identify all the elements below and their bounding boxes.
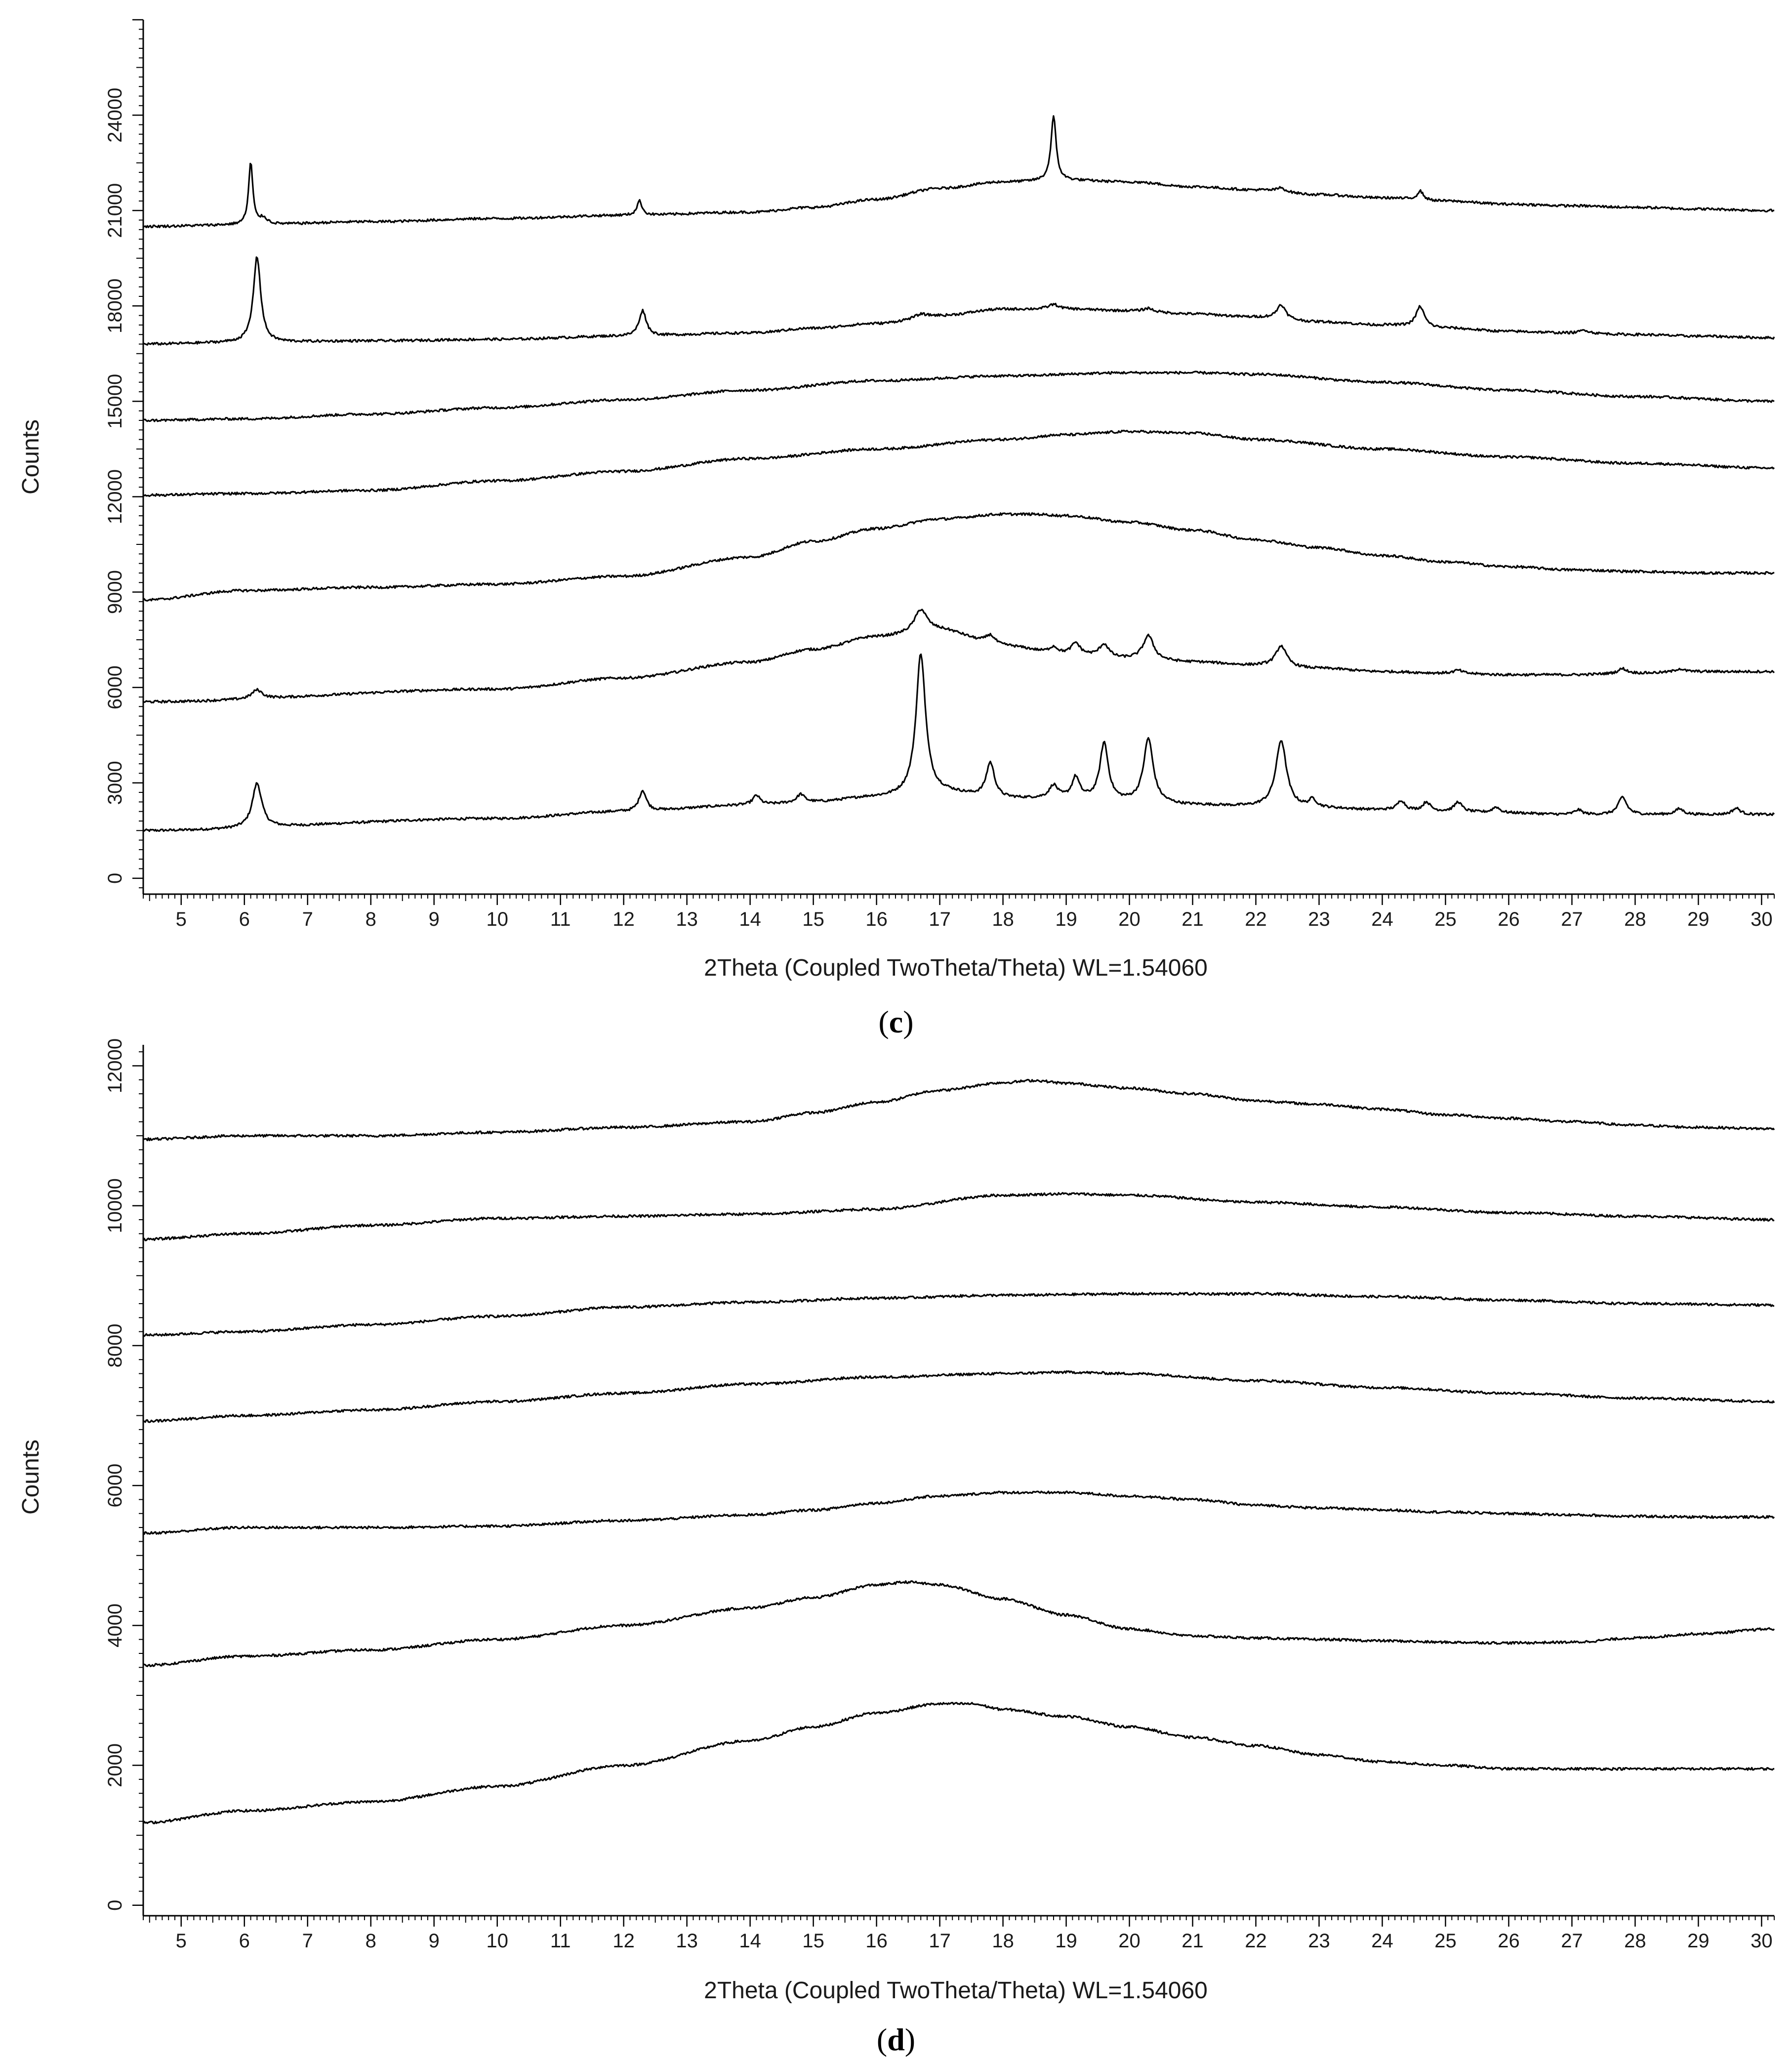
panel-d-trace-5 [143,1293,1774,1336]
panel-d-x-tick-label: 12 [612,1930,635,1952]
panel-c-x-tick-label: 30 [1751,908,1773,930]
panel-d-x-tick-label: 15 [802,1930,824,1952]
panel-d-x-tick-label: 8 [365,1930,376,1952]
panel-c-x-tick-label: 10 [486,908,508,930]
panel-c-y-axis-title: Counts [18,419,44,495]
panel-d-y-tick-label: 0 [104,1899,126,1911]
panel-c-trace-7 [143,116,1774,228]
panel-d-traces [143,1080,1774,1824]
panel-c-x-tick-label: 23 [1308,908,1330,930]
panel-d-y-tick-label: 2000 [104,1743,126,1788]
panel-d-trace-2 [143,1581,1774,1666]
panel-d-x-tick-label: 16 [865,1930,888,1952]
panel-c-x-tick-label: 26 [1498,908,1520,930]
panel-c-x-tick-label: 5 [175,908,187,930]
panel-c-x-tick-label: 13 [676,908,698,930]
panel-c-x-tick-label: 9 [428,908,440,930]
xrd-panel-c [18,20,1774,1039]
panel-d-x-tick-label: 9 [428,1930,440,1952]
panel-c-x-ticks [143,894,1774,930]
panel-c-y-ticks [104,20,143,888]
panel-d-y-ticks [104,1038,143,1911]
panel-d-x-tick-label: 6 [239,1930,250,1952]
panel-d-x-ticks [143,1916,1774,1952]
panel-d-x-tick-label: 30 [1751,1930,1773,1952]
panel-d-x-tick-label: 7 [302,1930,313,1952]
panel-c-traces [143,116,1774,831]
panel-c-x-tick-label: 28 [1624,908,1646,930]
panel-c-y-tick-label: 21000 [104,183,126,238]
panel-d-x-tick-label: 24 [1371,1930,1393,1952]
panel-c-x-tick-label: 19 [1055,908,1077,930]
panel-c-x-tick-label: 22 [1245,908,1267,930]
panel-d-trace-6 [143,1193,1774,1241]
panel-d-y-tick-label: 6000 [104,1463,126,1508]
panel-c-x-tick-label: 27 [1561,908,1583,930]
panel-d-x-tick-label: 25 [1434,1930,1457,1952]
panel-d-x-tick-label: 21 [1181,1930,1204,1952]
panel-c-y-tick-label: 9000 [104,570,126,615]
panel-d-y-tick-label: 4000 [104,1603,126,1647]
panel-d-x-tick-label: 22 [1245,1930,1267,1952]
panel-c-y-tick-label: 12000 [104,469,126,525]
panel-c-y-tick-label: 15000 [104,373,126,429]
panel-d-trace-4 [143,1371,1774,1422]
panel-d-x-tick-label: 29 [1687,1930,1710,1952]
panel-c-x-tick-label: 16 [865,908,888,930]
panel-c-y-tick-label: 24000 [104,87,126,143]
xrd-panel-d [18,1038,1774,2057]
panel-d-label: (d) [876,2022,916,2057]
panel-d-y-tick-label: 10000 [104,1178,126,1234]
panel-d-y-tick-label: 8000 [104,1323,126,1368]
panel-d-x-tick-label: 28 [1624,1930,1646,1952]
panel-d-x-tick-label: 17 [929,1930,951,1952]
panel-d-letter: d [887,2022,905,2057]
panel-c-label: (c) [878,1004,914,1039]
panel-d-x-tick-label: 23 [1308,1930,1330,1952]
panel-c-x-tick-label: 6 [239,908,250,930]
panel-d-x-tick-label: 19 [1055,1930,1077,1952]
panel-c-x-tick-label: 25 [1434,908,1457,930]
panel-c-x-tick-label: 29 [1687,908,1710,930]
panel-c-x-tick-label: 17 [929,908,951,930]
panel-d-x-axis-title: 2Theta (Coupled TwoTheta/Theta) WL=1.54060 [704,1977,1208,2004]
panel-c-x-tick-label: 7 [302,908,313,930]
panel-d-x-tick-label: 27 [1561,1930,1583,1952]
panel-c-x-axis-title: 2Theta (Coupled TwoTheta/Theta) WL=1.54060 [704,955,1208,981]
panel-c-trace-2 [143,610,1774,703]
panel-c-x-tick-label: 15 [802,908,824,930]
panel-c-y-tick-label: 6000 [104,665,126,710]
panel-d-y-axis-title: Counts [18,1439,44,1515]
panel-d-y-tick-label: 12000 [104,1038,126,1094]
panel-c-x-tick-label: 18 [992,908,1014,930]
panel-d-x-tick-label: 14 [739,1930,761,1952]
panel-c-y-tick-label: 3000 [104,761,126,805]
panel-c-trace-6 [143,257,1774,345]
panel-d-trace-7 [143,1080,1774,1141]
panel-c-x-tick-label: 24 [1371,908,1393,930]
panel-c-x-tick-label: 20 [1118,908,1140,930]
panel-c-x-tick-label: 21 [1181,908,1204,930]
panel-c-x-tick-label: 14 [739,908,761,930]
panel-d-x-tick-label: 10 [486,1930,508,1952]
panel-c-x-tick-label: 8 [365,908,376,930]
panel-d-x-tick-label: 5 [175,1930,187,1952]
panel-c-y-tick-label: 18000 [104,278,126,333]
panel-c-trace-1 [143,654,1774,831]
panel-c-x-tick-label: 12 [612,908,635,930]
panel-d-x-tick-label: 18 [992,1930,1014,1952]
panel-c-x-tick-label: 11 [550,908,571,930]
panel-d-x-tick-label: 11 [550,1930,571,1952]
panel-d-x-tick-label: 13 [676,1930,698,1952]
panel-d-trace-3 [143,1491,1774,1534]
panel-c-trace-4 [143,430,1774,496]
panel-c-y-tick-label: 0 [104,872,126,884]
panel-d-x-tick-label: 20 [1118,1930,1140,1952]
panel-c-trace-3 [143,513,1774,601]
panel-d-trace-1 [143,1703,1774,1824]
panel-d-x-tick-label: 26 [1498,1930,1520,1952]
panel-c-trace-5 [143,371,1774,421]
panel-c-letter: c [889,1004,903,1039]
